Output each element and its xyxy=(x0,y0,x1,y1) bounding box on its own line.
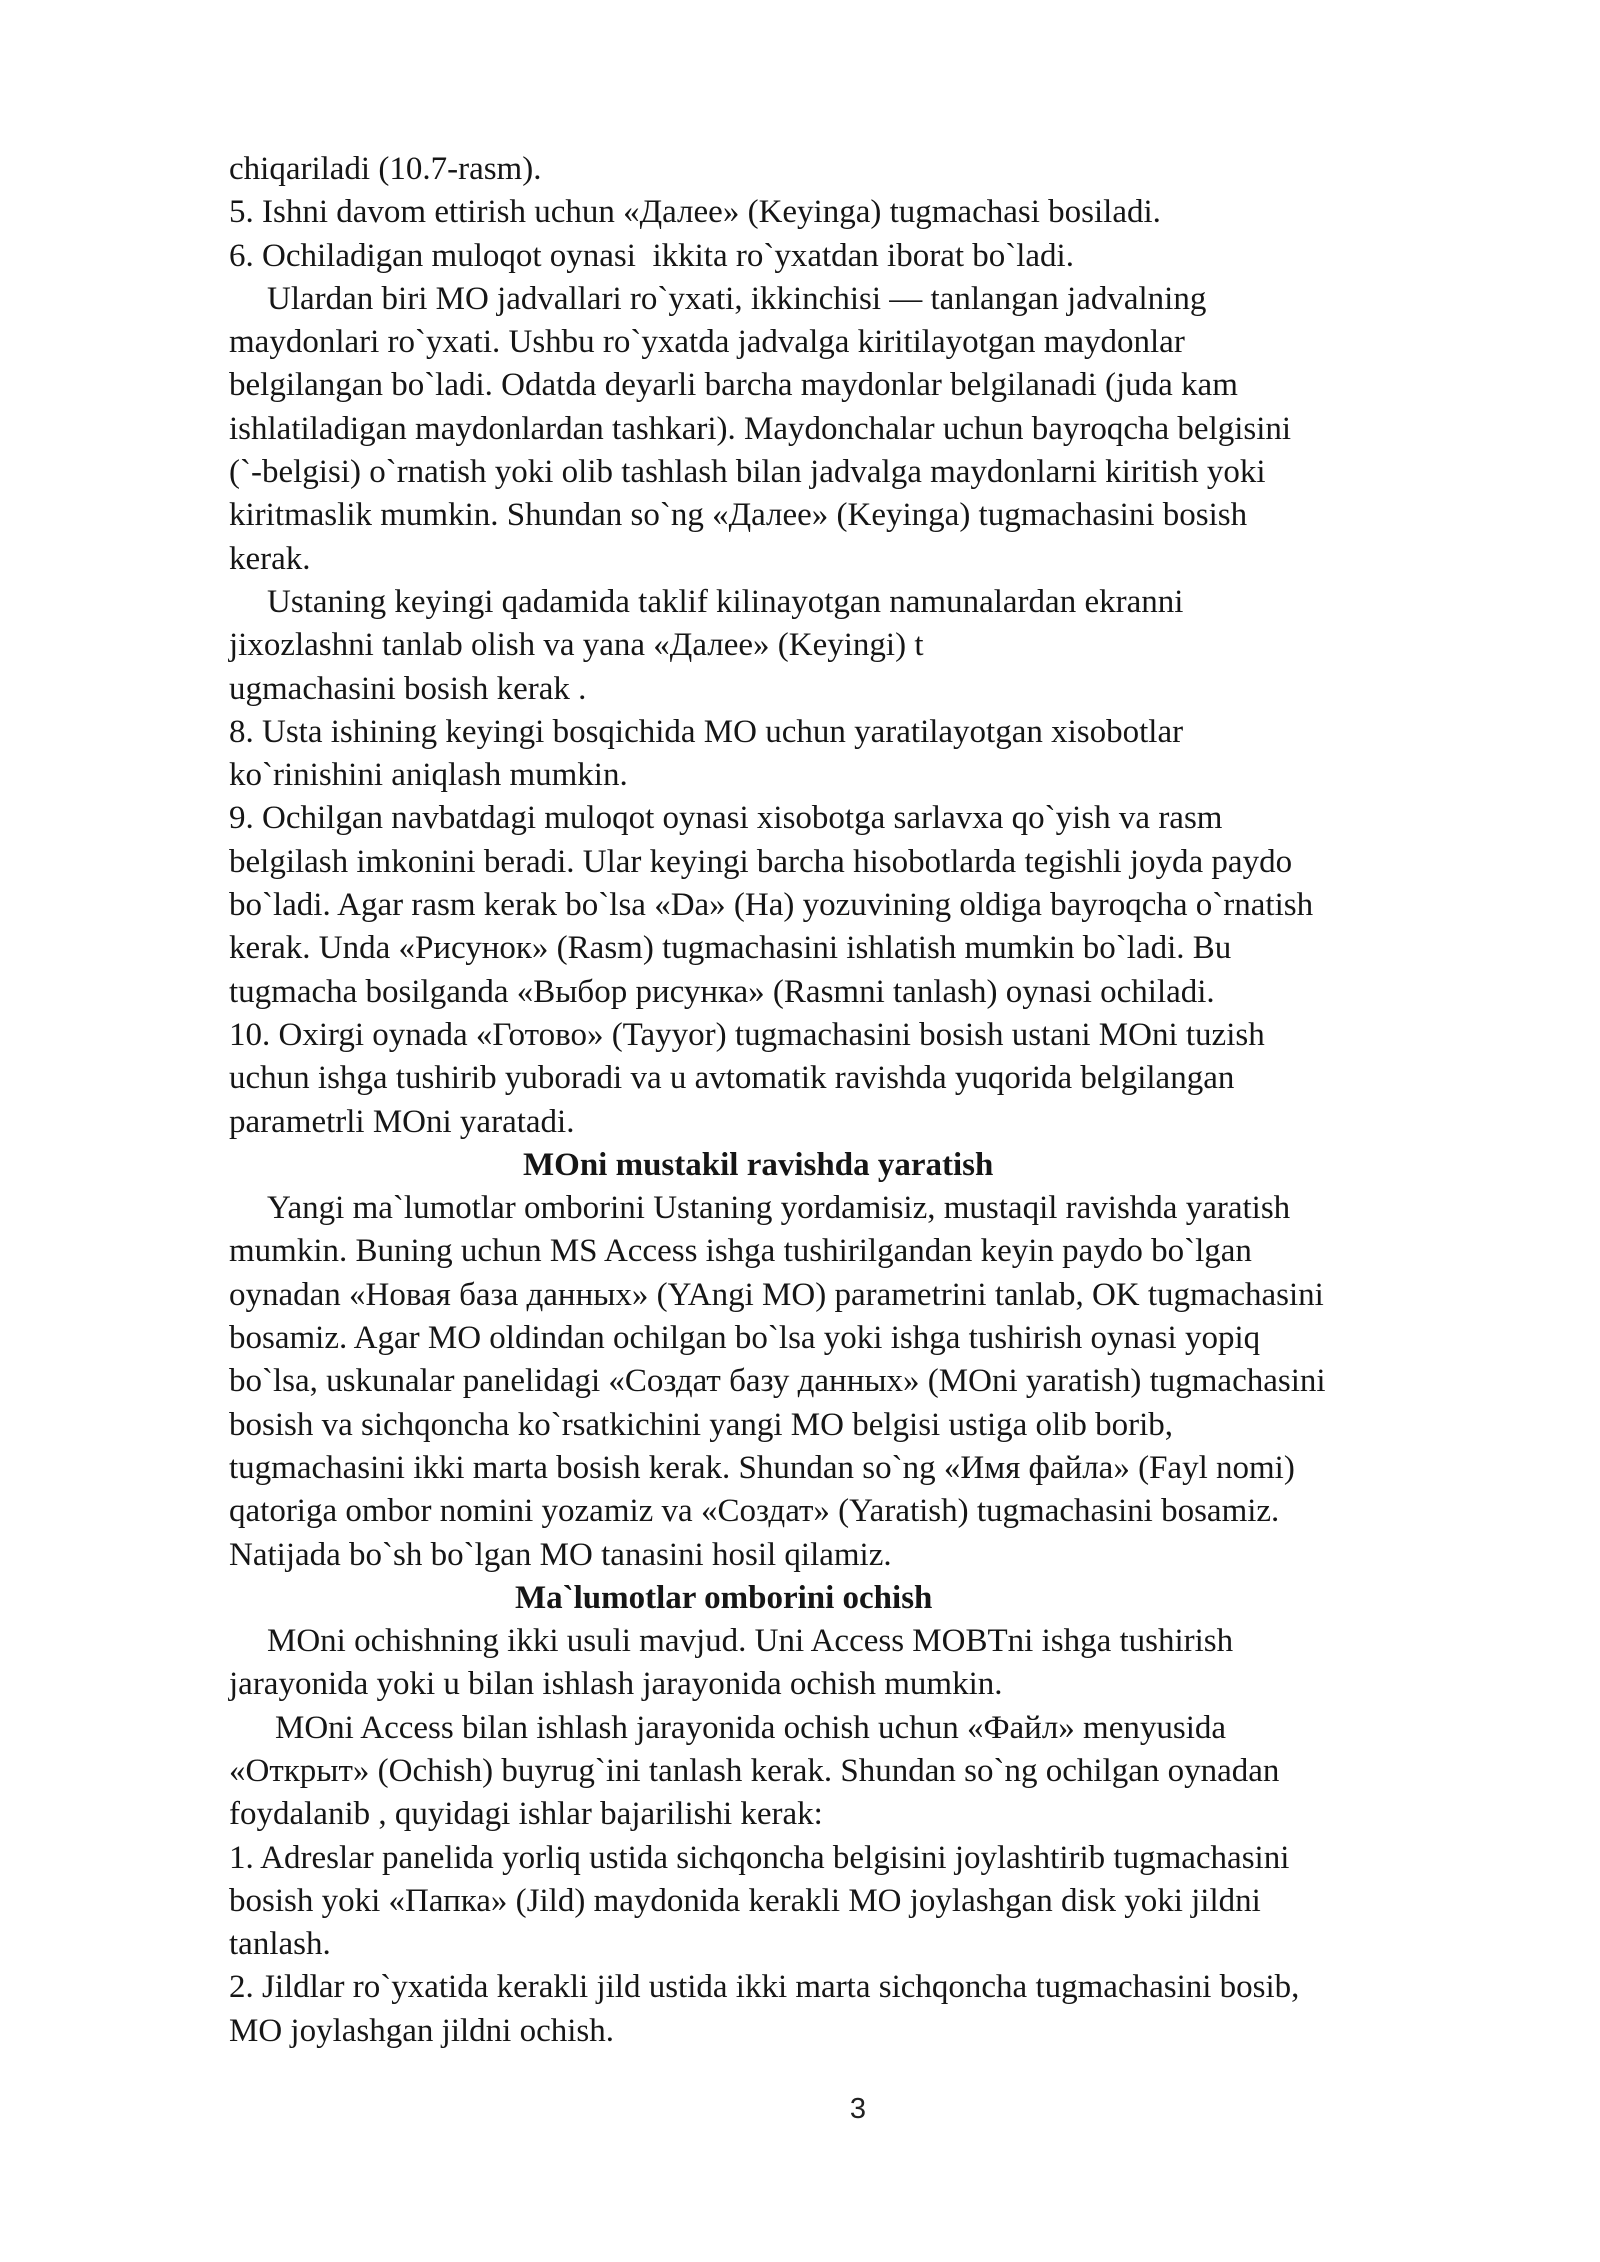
text-line: 5. Ishni davom ettirish uchun «Далее» (Keyinga) tugmachasi bosiladi. xyxy=(229,194,1161,231)
text-line: Natijada bo`sh bo`lgan MO tanasini hosil qilamiz. xyxy=(229,1536,892,1573)
text-line: bo`ladi. Agar rasm kerak bo`lsa «Da» (Ha) yozuvining oldiga bayroqcha o`rnatish xyxy=(229,887,1314,924)
text-line: jarayonida yoki u bilan ishlash jarayonida ochish mumkin. xyxy=(229,1666,1003,1703)
text-line: oynadan «Новая база данных» (YAngi MO) parametrini tanlab, OK tugmachasini xyxy=(229,1276,1324,1313)
document-page xyxy=(229,148,1529,2053)
text-line: (`-belgisi) o`rnatish yoki olib tashlash bilan jadvalga maydonlarni kiritish yoki xyxy=(229,454,1266,491)
text-line: ishlatiladigan maydonlardan tashkari). Maydonchalar uchun bayroqcha belgisini xyxy=(229,410,1292,447)
text-line: foydalanib , quyidagi ishlar bajarilishi kerak: xyxy=(229,1796,823,1833)
text-line: MOni ochishning ikki usuli mavjud. Uni Access MOBTni ishga tushirish xyxy=(267,1623,1234,1660)
section-heading: Ma`lumotlar omborini ochish xyxy=(515,1579,933,1616)
text-line: MO joylashgan jildni ochish. xyxy=(229,2012,614,2049)
text-line: 10. Oxirgi oynada «Готово» (Tayyor) tugmachasini bosish ustani MOni tuzish xyxy=(229,1016,1265,1053)
text-line: MOni Access bilan ishlash jarayonida ochish uchun «Файл» menyusida xyxy=(275,1709,1227,1746)
text-line: qatoriga ombor nomini yozamiz va «Создат» (Yaratish) tugmachasini bosamiz. xyxy=(229,1493,1280,1530)
text-line: parametrli MOni yaratadi. xyxy=(229,1103,575,1140)
text-line: Ustaning keyingi qadamida taklif kilinayotgan namunalardan ekranni xyxy=(267,583,1184,620)
text-line: ugmachasini bosish kerak . xyxy=(229,670,587,707)
text-line: bosish va sichqoncha ko`rsatkichini yangi MO belgisi ustiga olib borib, xyxy=(229,1406,1174,1443)
text-line: bosish yoki «Папка» (Jild) maydonida kerakli MO joylashgan disk yoki jildni xyxy=(229,1882,1261,1919)
page-number: 3 xyxy=(849,2093,867,2125)
text-line: 9. Ochilgan navbatdagi muloqot oynasi xisobotga sarlavxa qo`yish va rasm xyxy=(229,800,1223,837)
text-line: kerak. xyxy=(229,540,311,577)
text-line: tugmacha bosilganda «Выбор рисунка» (Rasmni tanlash) oynasi ochiladi. xyxy=(229,973,1215,1010)
text-line: uchun ishga tushirib yuboradi va u avtomatik ravishda yuqorida belgilangan xyxy=(229,1060,1235,1097)
text-line: 8. Usta ishining keyingi bosqichida MO uchun yaratilayotgan xisobotlar xyxy=(229,713,1184,750)
text-line: ko`rinishini aniqlash mumkin. xyxy=(229,757,628,794)
text-line: 1. Adreslar panelida yorliq ustida sichqoncha belgisini joylashtirib tugmachasini xyxy=(229,1839,1290,1876)
text-line: «Открыт» (Ochish) buyrug`ini tanlash kerak. Shundan so`ng ochilgan oynadan xyxy=(229,1752,1280,1789)
text-line: maydonlari ro`yxati. Ushbu ro`yxatda jadvalga kiritilayotgan maydonlar xyxy=(229,324,1185,361)
text-line: chiqariladi (10.7-rasm). xyxy=(229,151,542,187)
text-line: tugmachasini ikki marta bosish kerak. Shundan so`ng «Имя файла» (Fayl nomi) xyxy=(229,1449,1295,1486)
text-line: Ulardan biri MO jadvallari ro`yxati, ikkinchisi — tanlangan jadvalning xyxy=(267,280,1207,317)
text-line: 6. Ochiladigan muloqot oynasi ikkita ro`yxatdan iborat bo`ladi. xyxy=(229,237,1074,274)
text-line: belgilash imkonini beradi. Ular keyingi barcha hisobotlarda tegishli joyda paydo xyxy=(229,843,1293,880)
text-line: mumkin. Buning uchun MS Access ishga tushirilgandan keyin paydo bo`lgan xyxy=(229,1233,1252,1270)
text-line: 2. Jildlar ro`yxatida kerakli jild ustida ikki marta sichqoncha tugmachasini bosib, xyxy=(229,1969,1300,2006)
text-line: Yangi ma`lumotlar omborini Ustaning yordamisiz, mustaqil ravishda yaratish xyxy=(267,1190,1291,1227)
text-line: bo`lsa, uskunalar panelidagi «Создат базу данных» (MOni yaratish) tugmachasini xyxy=(229,1363,1326,1400)
text-line: kiritmaslik mumkin. Shundan so`ng «Далее» (Keyinga) tugmachasini bosish xyxy=(229,497,1248,534)
text-line: kerak. Unda «Рисунок» (Rasm) tugmachasini ishlatish mumkin bo`ladi. Bu xyxy=(229,930,1232,967)
text-line: belgilangan bo`ladi. Odatda deyarli barcha maydonlar belgilanadi (juda kam xyxy=(229,367,1238,404)
text-line: jixozlashni tanlab olish va yana «Далее» (Keyingi) t xyxy=(229,627,924,664)
section-heading: MOni mustakil ravishda yaratish xyxy=(523,1146,994,1183)
text-line: tanlash. xyxy=(229,1926,331,1963)
text-line: bosamiz. Agar MO oldindan ochilgan bo`lsa yoki ishga tushirish oynasi yopiq xyxy=(229,1320,1261,1357)
